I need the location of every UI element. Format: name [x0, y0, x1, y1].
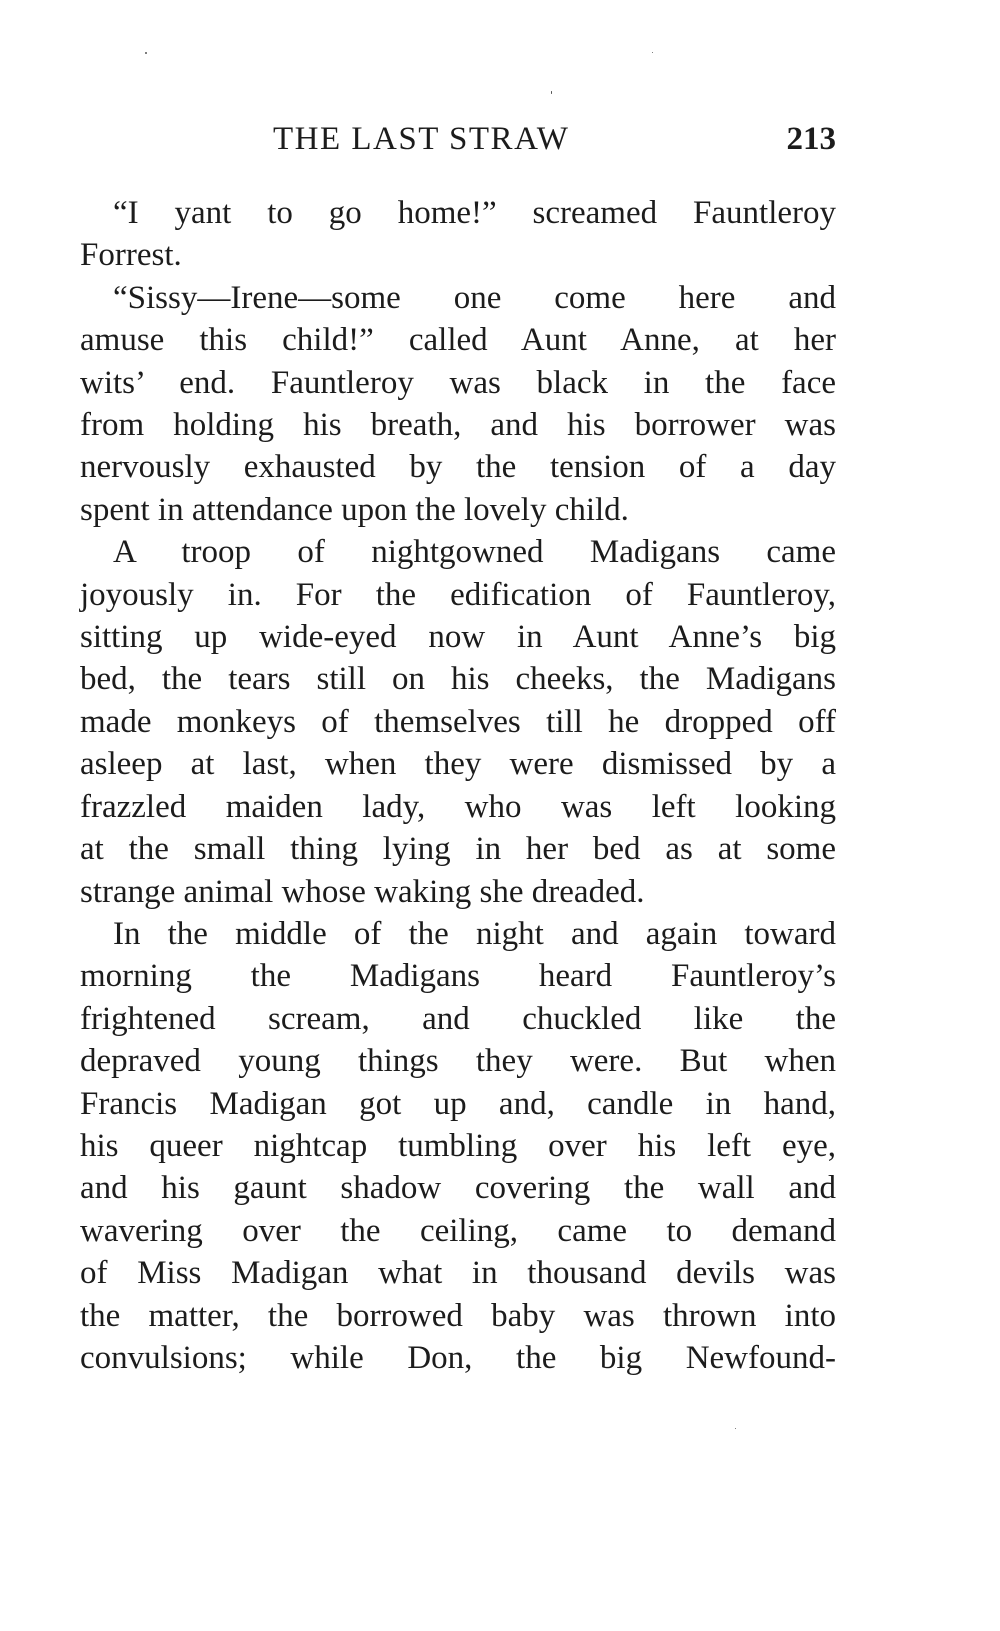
text-line: from holding his breath, and his borrower was	[80, 407, 836, 444]
page-number: 213	[786, 121, 836, 157]
text-line: spent in attendance upon the lovely child.	[80, 491, 629, 528]
text-line: Forrest.	[80, 237, 182, 274]
text-line: “Sissy—Irene—some one come here and	[113, 279, 836, 316]
text-line: “I yant to go home!” screamed Fauntleroy	[113, 195, 836, 231]
paper-speck	[551, 91, 552, 94]
paper-speck	[735, 1428, 736, 1429]
paragraph-1	[80, 192, 836, 277]
body-text	[80, 192, 836, 1379]
text-line: frightened scream, and chuckled like the	[80, 1000, 836, 1037]
text-line: at the small thing lying in her bed as at some	[80, 831, 836, 868]
text-line: morning the Madigans heard Fauntleroy’s	[80, 958, 836, 995]
text-line: Francis Madigan got up and, candle in hand,	[80, 1085, 836, 1122]
text-line: nervously exhausted by the tension of a day	[80, 449, 836, 486]
text-line: depraved young things they were. But when	[80, 1043, 836, 1080]
paper-speck	[652, 52, 653, 53]
text-line: his queer nightcap tumbling over his left eye,	[80, 1127, 836, 1164]
text-line: amuse this child!” called Aunt Anne, at her	[80, 322, 836, 359]
text-line: and his gaunt shadow covering the wall and	[80, 1170, 836, 1207]
text-line: strange animal whose waking she dreaded.	[80, 873, 645, 910]
paper-speck	[145, 52, 147, 54]
running-head	[80, 116, 836, 162]
text-line: made monkeys of themselves till he dropped off	[80, 703, 836, 740]
paragraph-3	[80, 531, 836, 913]
text-line: joyously in. For the edification of Fauntleroy,	[80, 576, 836, 613]
text-line: sitting up wide-eyed now in Aunt Anne’s big	[80, 619, 836, 656]
text-line: wits’ end. Fauntleroy was black in the face	[80, 364, 836, 401]
running-title: THE LAST STRAW	[273, 121, 570, 157]
paragraph-2	[80, 277, 836, 531]
text-line: of Miss Madigan what in thousand devils was	[80, 1255, 836, 1292]
text-line: frazzled maiden lady, who was left looking	[80, 788, 836, 825]
text-line: asleep at last, when they were dismissed by a	[80, 746, 836, 783]
text-line: In the middle of the night and again toward	[113, 915, 836, 952]
text-line: bed, the tears still on his cheeks, the Madigans	[80, 661, 836, 698]
paragraph-4	[80, 913, 836, 1379]
text-line: convulsions; while Don, the big Newfound-	[80, 1339, 836, 1376]
text-line: A troop of nightgowned Madigans came	[113, 534, 836, 571]
text-line: wavering over the ceiling, came to demand	[80, 1212, 836, 1249]
text-line: the matter, the borrowed baby was thrown into	[80, 1297, 836, 1334]
